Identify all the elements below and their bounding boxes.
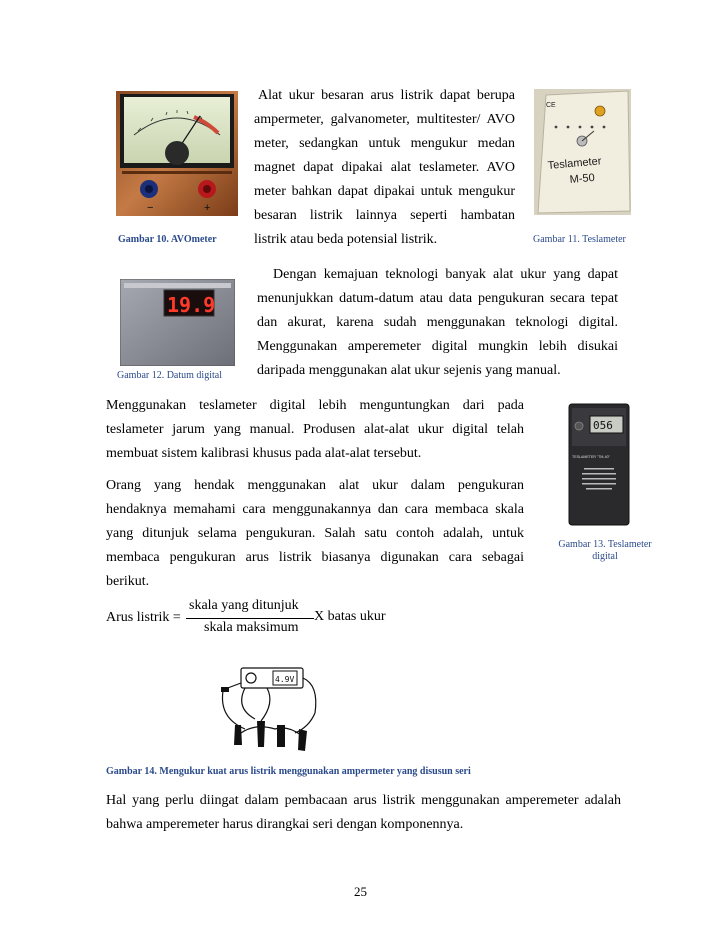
text-line: listrik atau beda potensial listrik. xyxy=(254,232,438,247)
text-line: menunjukkan datum-datum atau data pengukuran secara tepat xyxy=(257,291,618,306)
text-line: Dengan kemajuan teknologi banyak alat ukur yang dapat xyxy=(273,267,618,282)
fraction-bar xyxy=(186,618,314,619)
text-line: ampermeter, galvanometer, multitester/ AVO xyxy=(254,112,515,127)
digital-reading: 19.9 xyxy=(167,293,216,317)
text-line: Orang yang hendak menggunakan alat ukur dalam pengukuran xyxy=(106,478,524,493)
caption-fig14: Gambar 14. Mengukur kuat arus listrik menggunakan ampermeter yang disusun seri xyxy=(106,766,471,777)
formula-lhs: Arus listrik = xyxy=(106,610,181,625)
teslameter-ce-mark: CE xyxy=(546,102,556,109)
paragraph-2 xyxy=(257,263,618,383)
text-line: bahwa amperemeter harus dirangkai seri dengan komponennya. xyxy=(106,817,464,832)
paragraph-1 xyxy=(254,84,515,252)
paragraph-3 xyxy=(106,394,524,466)
formula-denominator: skala maksimum xyxy=(204,620,299,635)
text-line: daripada menggunakan alat ukur sejenis yang manual. xyxy=(257,363,561,378)
text-line: Menggunakan amperemeter digital mungkin lebih disukai xyxy=(257,339,618,354)
text-line: membuat sistem kalibrasi khusus pada alat-alat tersebut. xyxy=(106,446,422,461)
digital-teslameter-reading: 056 xyxy=(593,419,613,432)
text-line: besaran listrik lainnya seperti hambatan xyxy=(254,208,515,223)
caption-fig13-line2: digital xyxy=(592,551,618,562)
text-line: Menggunakan teslameter digital lebih menguntungkan dari pada xyxy=(106,398,524,413)
text-line: teslameter jarum yang manual. Produsen alat-alat ukur digital telah xyxy=(106,422,524,437)
text-line: meter bahkan dapat dipakai untuk mengukur xyxy=(254,184,515,199)
teslameter-brand-label: Teslameter xyxy=(547,155,602,172)
text-line: Alat ukur besaran arus listrik dapat berupa xyxy=(258,88,515,103)
page-number: 25 xyxy=(354,884,367,899)
text-line: magnet dapat dipakai alat teslameter. AVO xyxy=(254,160,515,175)
text-line: hendaknya memahami cara menggunakannya dan cara membaca skala xyxy=(106,502,524,517)
paragraph-5 xyxy=(106,789,621,837)
digital-teslameter-photo xyxy=(566,402,632,527)
digital-teslameter-model-label: TESLAMETER "TM-40" xyxy=(572,455,610,459)
formula-rhs: X batas ukur xyxy=(314,609,386,624)
text-line: yang ditunjuk selama pengukuran. Salah satu contoh adalah, untuk xyxy=(106,526,524,541)
formula xyxy=(106,600,426,640)
paragraph-4 xyxy=(106,474,524,594)
avometer-photo xyxy=(116,91,238,216)
caption-fig13-line1: Gambar 13. Teslameter xyxy=(558,539,652,550)
digital-meter-photo xyxy=(120,279,235,366)
circuit-sketch xyxy=(215,663,330,756)
caption-fig12: Gambar 12. Datum digital xyxy=(117,370,222,381)
text-line: Hal yang perlu diingat dalam pembacaan arus listrik menggunakan amperemeter adalah xyxy=(106,793,621,808)
text-line: meter, sedangkan untuk mengukur medan xyxy=(254,136,515,151)
caption-fig10: Gambar 10. AVOmeter xyxy=(118,234,217,245)
avo-plus-sign: + xyxy=(204,202,211,214)
circuit-display-reading: 4.9V xyxy=(275,675,295,684)
teslameter-model-label: M-50 xyxy=(569,171,596,186)
formula-numerator: skala yang ditunjuk xyxy=(189,598,299,613)
teslameter-photo xyxy=(534,89,631,215)
avo-minus-sign: − xyxy=(147,202,154,214)
caption-fig11: Gambar 11. Teslameter xyxy=(533,234,626,245)
caption-fig13 xyxy=(550,539,660,563)
text-line: membaca pengukuran arus listrik biasanya digunakan cara sebagai xyxy=(106,550,524,565)
text-line: dan akurat, karena sudah menggunakan teknologi digital. xyxy=(257,315,618,330)
text-line: berikut. xyxy=(106,574,150,589)
